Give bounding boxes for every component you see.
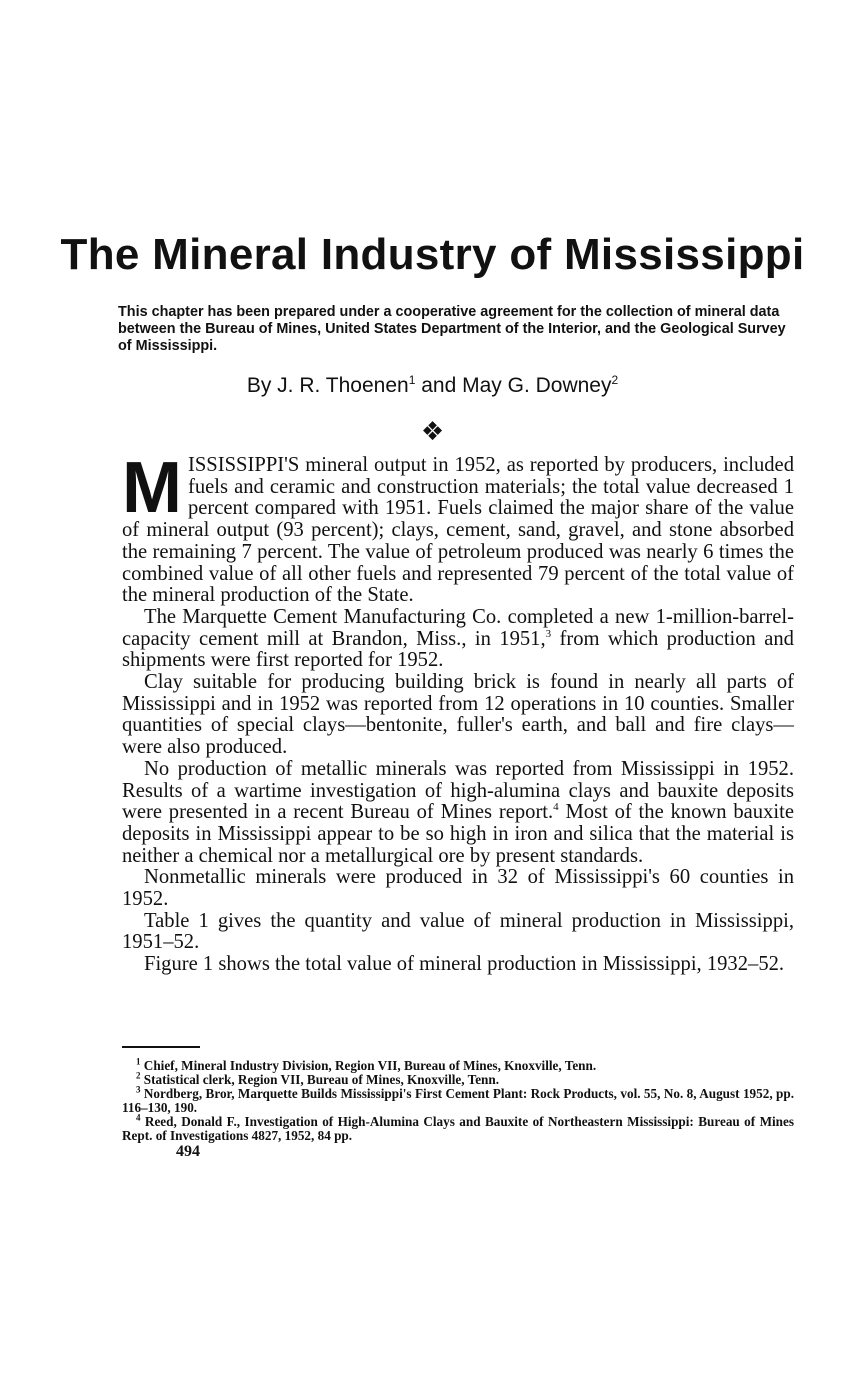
paragraph-2 (122, 607, 794, 672)
footnote-number: 2 (136, 1070, 141, 1081)
page-number: 494 (176, 1143, 200, 1160)
footnote-item (122, 1070, 794, 1087)
paragraph-4-tail: Most of the known bauxite deposits in Mississippi appear to be so high in iron and silica that the material is neither a chemical nor a metallurgical ore by present standards. (122, 801, 794, 867)
paragraph-7: Figure 1 shows the total value of mineral production in Mississippi, 1932–52. (144, 953, 785, 976)
footnote-ref-1: 1 (408, 373, 416, 387)
paragraph-1 (122, 448, 794, 607)
footnote-ref-3: 3 (545, 627, 552, 640)
page-title: The Mineral Industry of Mississippi (60, 230, 805, 279)
paragraph-3: Clay suitable for producing building brick is found in nearly all parts of Mississippi and in 1952 was reported from 12 operations in 10 counties. Smaller quantities of special clays—bentonite, fuller's earth, and ball and fire clays—were also produced. (122, 671, 794, 759)
byline-author-1: By J. R. Thoenen (246, 374, 409, 397)
paragraph-1-text: ISSISSIPPI'S mineral output in 1952, as reported by producers, included fuels and ceramic and construction materials; the total value decreased 1 percent compared with 1951. Fuels claimed the major share of the value of mineral output (93 percent); clays, cement, sand, gravel, and stone absorbed the remaining 7 percent. The value of petroleum produced was nearly 6 times the combined value of all other fuels and represented 79 percent of the total value of the mineral production of the State. (122, 454, 794, 607)
paragraph-2-text: The Marquette Cement Manufacturing Co. completed a new 1-million-barrel-capacity cement mill at Brandon, Miss., in 1951, (122, 605, 794, 650)
footnote-divider (122, 1046, 200, 1048)
footnote-number: 1 (136, 1056, 141, 1067)
chapter-intro-note: This chapter has been prepared under a cooperative agreement for the collection of mineral data between the Bureau of Mines, United States Department of the Interior, and the Geological Survey of Mississippi. (118, 304, 786, 354)
footnote-text: Reed, Donald F., Investigation of High-Alumina Clays and Bauxite of Northeastern Mississippi: Bureau of Mines Rept. of Investigations 4827, 1952, 84 pp. (122, 1114, 794, 1143)
paragraph-6: Table 1 gives the quantity and value of mineral production in Mississippi, 1951–52. (122, 909, 794, 954)
body-text (122, 448, 794, 976)
byline (0, 373, 865, 398)
footnote-item (122, 1112, 794, 1143)
footnote-text: Statistical clerk, Region VII, Bureau of Mines, Knoxville, Tenn. (140, 1072, 500, 1087)
paragraph-4-text: No production of metallic minerals was reported from Mississippi in 1952. Results of a wartime investigation of high-alumina clays and bauxite deposits were presented in a recent Bureau of Mines report. (122, 757, 794, 824)
footnote-text: Nordberg, Bror, Marquette Builds Mississippi's First Cement Plant: Rock Products, vol. 55, No. 8, August 1952, pp. 116–130, 190. (122, 1086, 794, 1115)
byline-author-2: and May G. Downey (415, 374, 612, 397)
paragraph-4 (122, 759, 794, 868)
paragraph-5: Nonmetallic minerals were produced in 32 of Mississippi's 60 counties in 1952. (122, 866, 794, 911)
footnote-ref-4: 4 (553, 801, 559, 814)
ornament-icon: ❖ (420, 417, 445, 447)
footnote-item (122, 1056, 794, 1073)
paragraph-2-tail: from which production and shipments were first reported for 1952. (122, 627, 794, 672)
footnote-text: Chief, Mineral Industry Division, Region VII, Bureau of Mines, Knoxville, Tenn. (140, 1058, 597, 1073)
footnote-item (122, 1084, 794, 1115)
footnote-number: 4 (136, 1112, 141, 1123)
footnote-ref-2: 2 (611, 373, 619, 387)
drop-cap: M (122, 448, 182, 528)
footnotes (122, 1056, 794, 1143)
footnote-number: 3 (136, 1084, 141, 1095)
